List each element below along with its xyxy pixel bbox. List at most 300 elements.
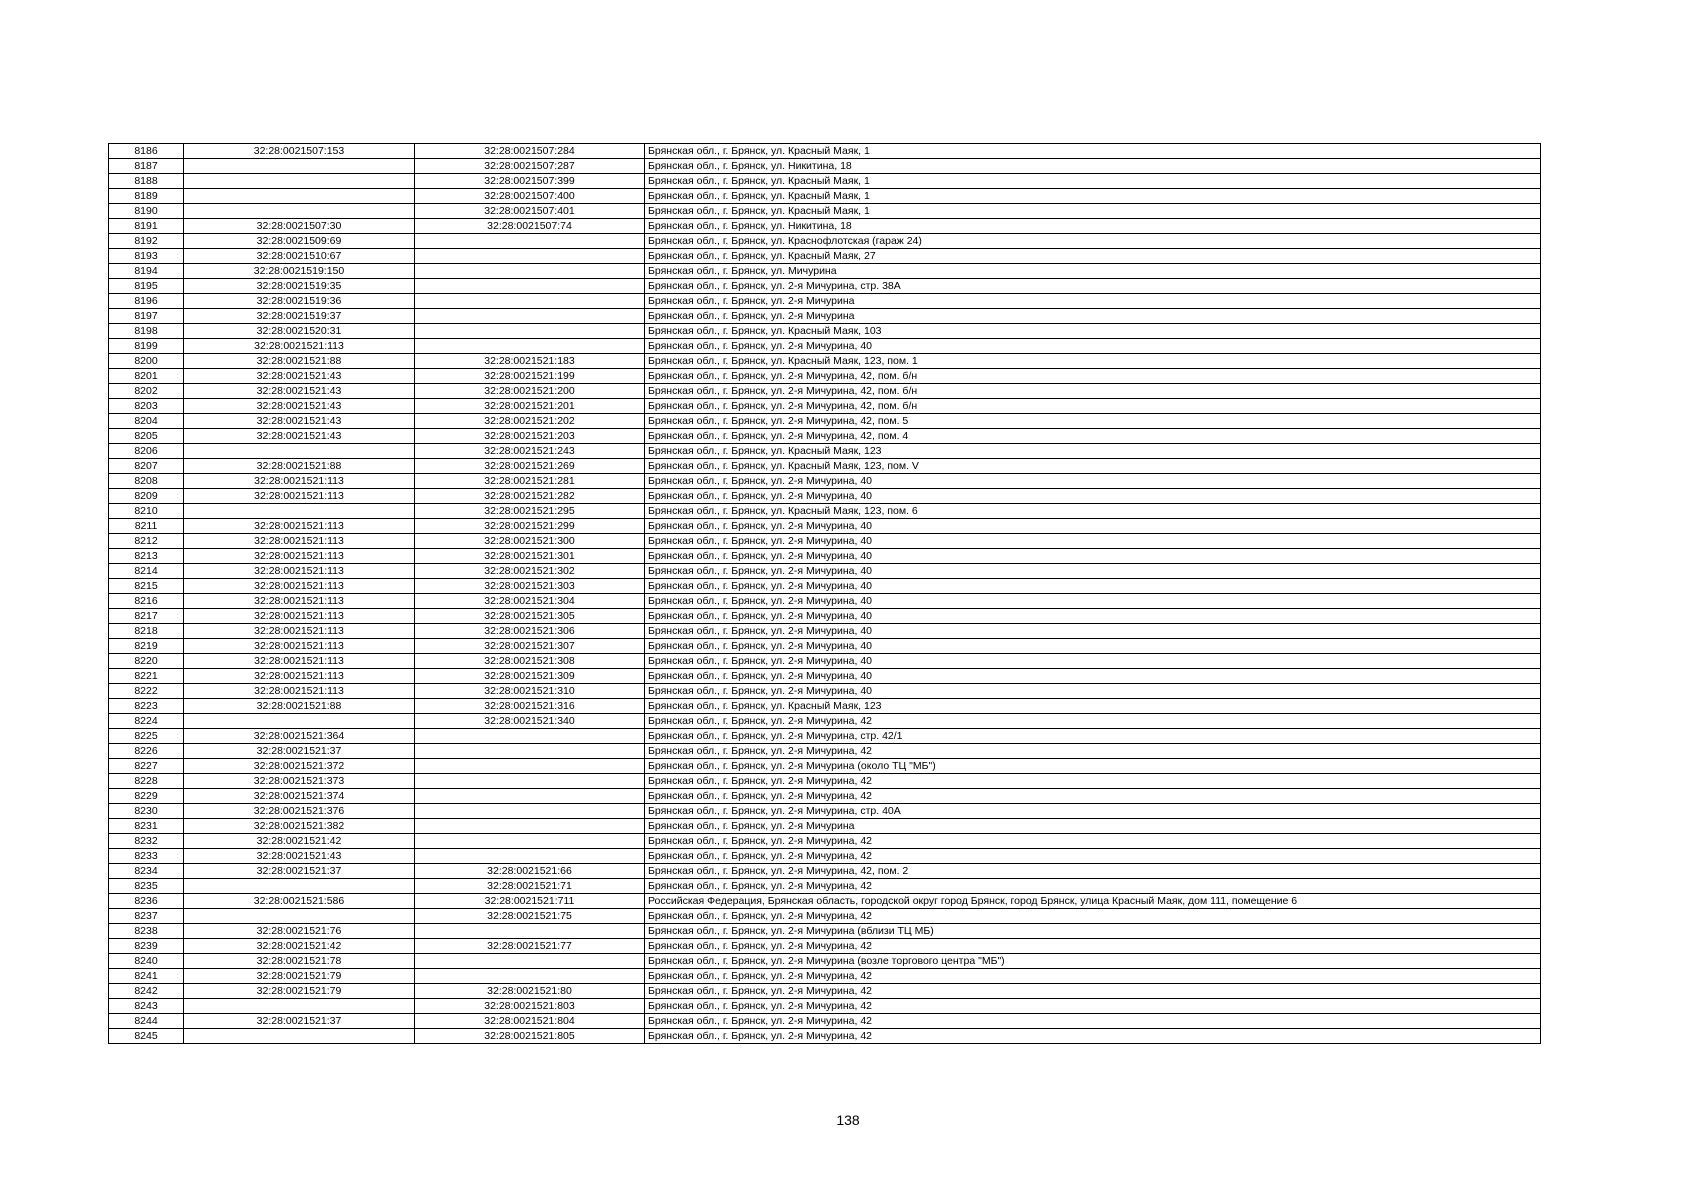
table-row — [109, 879, 1541, 894]
cadastral-number-cell: 32:28:0021521:37 — [184, 864, 415, 879]
cadastral-number-cell — [184, 1029, 415, 1044]
table-row — [109, 489, 1541, 504]
row-number-cell: 8194 — [109, 264, 184, 279]
address-cell: Брянская обл., г. Брянск, ул. 2-я Мичурина, 42 — [645, 999, 1541, 1014]
row-number-cell: 8196 — [109, 294, 184, 309]
row-number-cell: 8227 — [109, 759, 184, 774]
object-number-cell: 32:28:0021521:803 — [415, 999, 645, 1014]
object-number-cell: 32:28:0021521:303 — [415, 579, 645, 594]
cadastral-number-cell: 32:28:0021510:67 — [184, 249, 415, 264]
address-cell: Брянская обл., г. Брянск, ул. Мичурина — [645, 264, 1541, 279]
address-cell: Брянская обл., г. Брянск, ул. 2-я Мичурина, 42 — [645, 774, 1541, 789]
address-cell: Брянская обл., г. Брянск, ул. 2-я Мичурина, 42 — [645, 834, 1541, 849]
object-number-cell: 32:28:0021507:287 — [415, 159, 645, 174]
row-number-cell: 8239 — [109, 939, 184, 954]
table-row — [109, 774, 1541, 789]
row-number-cell: 8240 — [109, 954, 184, 969]
table-row — [109, 504, 1541, 519]
row-number-cell: 8190 — [109, 204, 184, 219]
address-cell: Брянская обл., г. Брянск, ул. 2-я Мичурина, 40 — [645, 684, 1541, 699]
cadastral-number-cell — [184, 174, 415, 189]
table-row — [109, 714, 1541, 729]
address-cell: Брянская обл., г. Брянск, ул. 2-я Мичурина — [645, 294, 1541, 309]
table-row — [109, 414, 1541, 429]
cadastral-number-cell: 32:28:0021521:88 — [184, 459, 415, 474]
row-number-cell: 8224 — [109, 714, 184, 729]
object-number-cell: 32:28:0021521:200 — [415, 384, 645, 399]
address-cell: Брянская обл., г. Брянск, ул. 2-я Мичурина — [645, 819, 1541, 834]
row-number-cell: 8193 — [109, 249, 184, 264]
table-row — [109, 204, 1541, 219]
table-row — [109, 909, 1541, 924]
cadastral-number-cell — [184, 714, 415, 729]
cadastral-number-cell: 32:28:0021521:113 — [184, 474, 415, 489]
address-cell: Брянская обл., г. Брянск, ул. 2-я Мичурина (вблизи ТЦ МБ) — [645, 924, 1541, 939]
cadastral-number-cell: 32:28:0021521:113 — [184, 489, 415, 504]
object-number-cell: 32:28:0021521:301 — [415, 549, 645, 564]
cadastral-number-cell: 32:28:0021521:376 — [184, 804, 415, 819]
cadastral-number-cell: 32:28:0021519:36 — [184, 294, 415, 309]
table-row — [109, 669, 1541, 684]
row-number-cell: 8203 — [109, 399, 184, 414]
row-number-cell: 8220 — [109, 654, 184, 669]
row-number-cell: 8186 — [109, 144, 184, 159]
address-cell: Брянская обл., г. Брянск, ул. 2-я Мичурина, 42, пом. б/н — [645, 369, 1541, 384]
row-number-cell: 8226 — [109, 744, 184, 759]
object-number-cell: 32:28:0021521:77 — [415, 939, 645, 954]
cadastral-number-cell: 32:28:0021521:43 — [184, 849, 415, 864]
object-number-cell: 32:28:0021521:202 — [415, 414, 645, 429]
address-cell: Брянская обл., г. Брянск, ул. 2-я Мичурина, 42 — [645, 939, 1541, 954]
row-number-cell: 8237 — [109, 909, 184, 924]
table-row — [109, 1029, 1541, 1044]
table-row — [109, 309, 1541, 324]
cadastral-number-cell: 32:28:0021521:76 — [184, 924, 415, 939]
cadastral-number-cell: 32:28:0021521:364 — [184, 729, 415, 744]
table-row — [109, 999, 1541, 1014]
cadastral-number-cell — [184, 504, 415, 519]
table-row — [109, 744, 1541, 759]
row-number-cell: 8215 — [109, 579, 184, 594]
cadastral-number-cell: 32:28:0021521:113 — [184, 654, 415, 669]
table-row — [109, 279, 1541, 294]
row-number-cell: 8197 — [109, 309, 184, 324]
address-cell: Брянская обл., г. Брянск, ул. Красный Маяк, 1 — [645, 144, 1541, 159]
cadastral-number-cell: 32:28:0021521:79 — [184, 969, 415, 984]
address-cell: Брянская обл., г. Брянск, ул. 2-я Мичурина, 42 — [645, 744, 1541, 759]
object-number-cell: 32:28:0021521:281 — [415, 474, 645, 489]
cadastral-number-cell: 32:28:0021521:113 — [184, 564, 415, 579]
table-row — [109, 639, 1541, 654]
table-row — [109, 549, 1541, 564]
table-row — [109, 594, 1541, 609]
table-row — [109, 429, 1541, 444]
row-number-cell: 8236 — [109, 894, 184, 909]
table-row — [109, 609, 1541, 624]
cadastral-number-cell: 32:28:0021521:113 — [184, 519, 415, 534]
object-number-cell — [415, 234, 645, 249]
row-number-cell: 8219 — [109, 639, 184, 654]
table-row — [109, 849, 1541, 864]
address-cell: Брянская обл., г. Брянск, ул. 2-я Мичурина, 40 — [645, 549, 1541, 564]
address-cell: Брянская обл., г. Брянск, ул. 2-я Мичурина, 40 — [645, 564, 1541, 579]
object-number-cell: 32:28:0021507:284 — [415, 144, 645, 159]
object-number-cell: 32:28:0021521:805 — [415, 1029, 645, 1044]
cadastral-number-cell: 32:28:0021521:79 — [184, 984, 415, 999]
object-number-cell: 32:28:0021521:299 — [415, 519, 645, 534]
address-cell: Брянская обл., г. Брянск, ул. Красный Маяк, 1 — [645, 189, 1541, 204]
object-number-cell — [415, 744, 645, 759]
row-number-cell: 8202 — [109, 384, 184, 399]
object-number-cell: 32:28:0021521:300 — [415, 534, 645, 549]
cadastral-number-cell: 32:28:0021521:113 — [184, 684, 415, 699]
row-number-cell: 8195 — [109, 279, 184, 294]
cadastral-number-cell: 32:28:0021521:382 — [184, 819, 415, 834]
row-number-cell: 8229 — [109, 789, 184, 804]
address-cell: Брянская обл., г. Брянск, ул. 2-я Мичурина, 42, пом. б/н — [645, 384, 1541, 399]
row-number-cell: 8210 — [109, 504, 184, 519]
row-number-cell: 8208 — [109, 474, 184, 489]
table-row — [109, 834, 1541, 849]
object-number-cell — [415, 969, 645, 984]
row-number-cell: 8198 — [109, 324, 184, 339]
address-cell: Брянская обл., г. Брянск, ул. 2-я Мичурина, 40 — [645, 474, 1541, 489]
table-row — [109, 864, 1541, 879]
cadastral-number-cell: 32:28:0021521:88 — [184, 354, 415, 369]
table-row — [109, 249, 1541, 264]
row-number-cell: 8232 — [109, 834, 184, 849]
table-row — [109, 474, 1541, 489]
row-number-cell: 8211 — [109, 519, 184, 534]
object-number-cell — [415, 819, 645, 834]
address-cell: Брянская обл., г. Брянск, ул. Красный Маяк, 123, пом. 1 — [645, 354, 1541, 369]
row-number-cell: 8217 — [109, 609, 184, 624]
address-cell: Брянская обл., г. Брянск, ул. Красный Маяк, 123, пом. 6 — [645, 504, 1541, 519]
address-cell: Брянская обл., г. Брянск, ул. Никитина, 18 — [645, 159, 1541, 174]
table-row — [109, 519, 1541, 534]
row-number-cell: 8199 — [109, 339, 184, 354]
table-row — [109, 399, 1541, 414]
cadastral-number-cell: 32:28:0021520:31 — [184, 324, 415, 339]
table-row — [109, 144, 1541, 159]
records-table — [108, 143, 1541, 1044]
address-cell: Брянская обл., г. Брянск, ул. 2-я Мичурина, 42, пом. б/н — [645, 399, 1541, 414]
row-number-cell: 8206 — [109, 444, 184, 459]
object-number-cell: 32:28:0021521:295 — [415, 504, 645, 519]
cadastral-number-cell: 32:28:0021521:43 — [184, 414, 415, 429]
row-number-cell: 8209 — [109, 489, 184, 504]
table-row — [109, 459, 1541, 474]
cadastral-number-cell: 32:28:0021521:586 — [184, 894, 415, 909]
row-number-cell: 8238 — [109, 924, 184, 939]
table-row — [109, 819, 1541, 834]
cadastral-number-cell: 32:28:0021521:113 — [184, 339, 415, 354]
address-cell: Брянская обл., г. Брянск, ул. 2-я Мичурина, 42 — [645, 789, 1541, 804]
row-number-cell: 8216 — [109, 594, 184, 609]
row-number-cell: 8221 — [109, 669, 184, 684]
object-number-cell: 32:28:0021521:305 — [415, 609, 645, 624]
address-cell: Брянская обл., г. Брянск, ул. 2-я Мичурина, 42 — [645, 1014, 1541, 1029]
cadastral-number-cell: 32:28:0021521:43 — [184, 384, 415, 399]
address-cell: Брянская обл., г. Брянск, ул. 2-я Мичурина, 42 — [645, 849, 1541, 864]
object-number-cell: 32:28:0021521:804 — [415, 1014, 645, 1029]
object-number-cell — [415, 294, 645, 309]
row-number-cell: 8191 — [109, 219, 184, 234]
row-number-cell: 8201 — [109, 369, 184, 384]
address-cell: Брянская обл., г. Брянск, ул. Красный Маяк, 27 — [645, 249, 1541, 264]
table-row — [109, 654, 1541, 669]
object-number-cell: 32:28:0021521:304 — [415, 594, 645, 609]
row-number-cell: 8235 — [109, 879, 184, 894]
cadastral-number-cell — [184, 879, 415, 894]
object-number-cell: 32:28:0021507:400 — [415, 189, 645, 204]
object-number-cell — [415, 834, 645, 849]
address-cell: Брянская обл., г. Брянск, ул. 2-я Мичурина (около ТЦ "МБ") — [645, 759, 1541, 774]
table-row — [109, 189, 1541, 204]
address-cell: Брянская обл., г. Брянск, ул. 2-я Мичурина, 42 — [645, 1029, 1541, 1044]
object-number-cell: 32:28:0021507:399 — [415, 174, 645, 189]
table-row — [109, 564, 1541, 579]
table-row — [109, 234, 1541, 249]
address-cell: Брянская обл., г. Брянск, ул. 2-я Мичурина, 42, пом. 4 — [645, 429, 1541, 444]
cadastral-number-cell: 32:28:0021521:113 — [184, 549, 415, 564]
cadastral-number-cell: 32:28:0021521:43 — [184, 429, 415, 444]
address-cell: Российская Федерация, Брянская область, городской округ город Брянск, город Брянск, улица Красный Маяк, дом 111, помещение 6 — [645, 894, 1541, 909]
object-number-cell: 32:28:0021521:199 — [415, 369, 645, 384]
cadastral-number-cell: 32:28:0021521:88 — [184, 699, 415, 714]
object-number-cell — [415, 264, 645, 279]
address-cell: Брянская обл., г. Брянск, ул. 2-я Мичурина, стр. 42/1 — [645, 729, 1541, 744]
address-cell: Брянская обл., г. Брянск, ул. 2-я Мичурина, 42, пом. 2 — [645, 864, 1541, 879]
address-cell: Брянская обл., г. Брянск, ул. 2-я Мичурина, 40 — [645, 519, 1541, 534]
row-number-cell: 8241 — [109, 969, 184, 984]
address-cell: Брянская обл., г. Брянск, ул. Красный Маяк, 123 — [645, 444, 1541, 459]
table-row — [109, 219, 1541, 234]
cadastral-number-cell: 32:28:0021509:69 — [184, 234, 415, 249]
page-number: 138 — [836, 1112, 860, 1128]
row-number-cell: 8212 — [109, 534, 184, 549]
address-cell: Брянская обл., г. Брянск, ул. 2-я Мичурина, 42 — [645, 909, 1541, 924]
object-number-cell: 32:28:0021521:307 — [415, 639, 645, 654]
row-number-cell: 8228 — [109, 774, 184, 789]
cadastral-number-cell: 32:28:0021521:113 — [184, 669, 415, 684]
address-cell: Брянская обл., г. Брянск, ул. 2-я Мичурина, 40 — [645, 594, 1541, 609]
table-row — [109, 384, 1541, 399]
table-row — [109, 294, 1541, 309]
table-row — [109, 174, 1541, 189]
row-number-cell: 8213 — [109, 549, 184, 564]
row-number-cell: 8222 — [109, 684, 184, 699]
object-number-cell: 32:28:0021521:306 — [415, 624, 645, 639]
object-number-cell: 32:28:0021521:309 — [415, 669, 645, 684]
cadastral-number-cell — [184, 204, 415, 219]
table-row — [109, 924, 1541, 939]
address-cell: Брянская обл., г. Брянск, ул. Красный Маяк, 1 — [645, 204, 1541, 219]
object-number-cell: 32:28:0021521:183 — [415, 354, 645, 369]
row-number-cell: 8230 — [109, 804, 184, 819]
cadastral-number-cell: 32:28:0021521:113 — [184, 579, 415, 594]
cadastral-number-cell — [184, 159, 415, 174]
row-number-cell: 8200 — [109, 354, 184, 369]
address-cell: Брянская обл., г. Брянск, ул. 2-я Мичурина (возле торгового центра "МБ") — [645, 954, 1541, 969]
object-number-cell: 32:28:0021507:401 — [415, 204, 645, 219]
cadastral-number-cell: 32:28:0021521:42 — [184, 939, 415, 954]
cadastral-number-cell: 32:28:0021507:153 — [184, 144, 415, 159]
cadastral-number-cell: 32:28:0021521:43 — [184, 399, 415, 414]
object-number-cell — [415, 759, 645, 774]
address-cell: Брянская обл., г. Брянск, ул. 2-я Мичурина, 40 — [645, 624, 1541, 639]
address-cell: Брянская обл., г. Брянск, ул. 2-я Мичурина — [645, 309, 1541, 324]
address-cell: Брянская обл., г. Брянск, ул. 2-я Мичурина, 42 — [645, 879, 1541, 894]
table-row — [109, 159, 1541, 174]
table-row — [109, 804, 1541, 819]
table-row — [109, 534, 1541, 549]
cadastral-number-cell: 32:28:0021521:37 — [184, 744, 415, 759]
row-number-cell: 8242 — [109, 984, 184, 999]
cadastral-number-cell — [184, 999, 415, 1014]
cadastral-number-cell: 32:28:0021521:373 — [184, 774, 415, 789]
row-number-cell: 8234 — [109, 864, 184, 879]
object-number-cell — [415, 924, 645, 939]
row-number-cell: 8231 — [109, 819, 184, 834]
table-row — [109, 984, 1541, 999]
table-row — [109, 939, 1541, 954]
cadastral-number-cell: 32:28:0021519:35 — [184, 279, 415, 294]
cadastral-number-cell: 32:28:0021521:113 — [184, 609, 415, 624]
address-cell: Брянская обл., г. Брянск, ул. 2-я Мичурина, стр. 40А — [645, 804, 1541, 819]
cadastral-number-cell: 32:28:0021521:113 — [184, 624, 415, 639]
table-row — [109, 699, 1541, 714]
cadastral-number-cell: 32:28:0021519:150 — [184, 264, 415, 279]
table-row — [109, 954, 1541, 969]
table-row — [109, 789, 1541, 804]
row-number-cell: 8204 — [109, 414, 184, 429]
address-cell: Брянская обл., г. Брянск, ул. 2-я Мичурина, 40 — [645, 579, 1541, 594]
address-cell: Брянская обл., г. Брянск, ул. 2-я Мичурина, 42 — [645, 984, 1541, 999]
object-number-cell — [415, 954, 645, 969]
cadastral-number-cell — [184, 909, 415, 924]
object-number-cell: 32:28:0021521:75 — [415, 909, 645, 924]
table-row — [109, 969, 1541, 984]
row-number-cell: 8189 — [109, 189, 184, 204]
address-cell: Брянская обл., г. Брянск, ул. 2-я Мичурина, 40 — [645, 609, 1541, 624]
object-number-cell: 32:28:0021507:74 — [415, 219, 645, 234]
cadastral-number-cell: 32:28:0021521:113 — [184, 534, 415, 549]
object-number-cell — [415, 309, 645, 324]
row-number-cell: 8218 — [109, 624, 184, 639]
cadastral-number-cell: 32:28:0021519:37 — [184, 309, 415, 324]
table-row — [109, 624, 1541, 639]
object-number-cell: 32:28:0021521:316 — [415, 699, 645, 714]
row-number-cell: 8207 — [109, 459, 184, 474]
table-row — [109, 339, 1541, 354]
object-number-cell — [415, 339, 645, 354]
address-cell: Брянская обл., г. Брянск, ул. 2-я Мичурина, 40 — [645, 654, 1541, 669]
object-number-cell — [415, 849, 645, 864]
object-number-cell: 32:28:0021521:711 — [415, 894, 645, 909]
cadastral-number-cell: 32:28:0021521:78 — [184, 954, 415, 969]
row-number-cell: 8244 — [109, 1014, 184, 1029]
address-cell: Брянская обл., г. Брянск, ул. 2-я Мичурина, 42, пом. 5 — [645, 414, 1541, 429]
cadastral-number-cell: 32:28:0021521:43 — [184, 369, 415, 384]
cadastral-number-cell: 32:28:0021521:372 — [184, 759, 415, 774]
object-number-cell: 32:28:0021521:340 — [415, 714, 645, 729]
row-number-cell: 8225 — [109, 729, 184, 744]
cadastral-number-cell: 32:28:0021507:30 — [184, 219, 415, 234]
cadastral-number-cell: 32:28:0021521:37 — [184, 1014, 415, 1029]
address-cell: Брянская обл., г. Брянск, ул. Краснофлотская (гараж 24) — [645, 234, 1541, 249]
table-body — [109, 144, 1541, 1044]
object-number-cell: 32:28:0021521:310 — [415, 684, 645, 699]
cadastral-number-cell — [184, 189, 415, 204]
object-number-cell — [415, 729, 645, 744]
table-row — [109, 324, 1541, 339]
table-row — [109, 1014, 1541, 1029]
object-number-cell: 32:28:0021521:203 — [415, 429, 645, 444]
address-cell: Брянская обл., г. Брянск, ул. 2-я Мичурина, 42 — [645, 969, 1541, 984]
row-number-cell: 8192 — [109, 234, 184, 249]
object-number-cell: 32:28:0021521:66 — [415, 864, 645, 879]
table-row — [109, 684, 1541, 699]
object-number-cell: 32:28:0021521:282 — [415, 489, 645, 504]
table-row — [109, 894, 1541, 909]
object-number-cell: 32:28:0021521:269 — [415, 459, 645, 474]
object-number-cell: 32:28:0021521:80 — [415, 984, 645, 999]
table-row — [109, 369, 1541, 384]
address-cell: Брянская обл., г. Брянск, ул. 2-я Мичурина, 40 — [645, 339, 1541, 354]
cadastral-number-cell: 32:28:0021521:113 — [184, 594, 415, 609]
object-number-cell: 32:28:0021521:71 — [415, 879, 645, 894]
address-cell: Брянская обл., г. Брянск, ул. Никитина, 18 — [645, 219, 1541, 234]
row-number-cell: 8243 — [109, 999, 184, 1014]
object-number-cell: 32:28:0021521:308 — [415, 654, 645, 669]
table-row — [109, 354, 1541, 369]
table-row — [109, 759, 1541, 774]
row-number-cell: 8205 — [109, 429, 184, 444]
cadastral-number-cell: 32:28:0021521:113 — [184, 639, 415, 654]
object-number-cell — [415, 774, 645, 789]
address-cell: Брянская обл., г. Брянск, ул. Красный Маяк, 123, пом. V — [645, 459, 1541, 474]
row-number-cell: 8233 — [109, 849, 184, 864]
address-cell: Брянская обл., г. Брянск, ул. 2-я Мичурина, 40 — [645, 489, 1541, 504]
row-number-cell: 8214 — [109, 564, 184, 579]
row-number-cell: 8188 — [109, 174, 184, 189]
cadastral-number-cell: 32:28:0021521:42 — [184, 834, 415, 849]
row-number-cell: 8223 — [109, 699, 184, 714]
object-number-cell: 32:28:0021521:243 — [415, 444, 645, 459]
object-number-cell: 32:28:0021521:201 — [415, 399, 645, 414]
object-number-cell — [415, 324, 645, 339]
object-number-cell: 32:28:0021521:302 — [415, 564, 645, 579]
table-row — [109, 444, 1541, 459]
address-cell: Брянская обл., г. Брянск, ул. 2-я Мичурина, 40 — [645, 639, 1541, 654]
row-number-cell: 8245 — [109, 1029, 184, 1044]
table-row — [109, 579, 1541, 594]
object-number-cell — [415, 279, 645, 294]
object-number-cell — [415, 249, 645, 264]
cadastral-number-cell — [184, 444, 415, 459]
address-cell: Брянская обл., г. Брянск, ул. Красный Маяк, 103 — [645, 324, 1541, 339]
address-cell: Брянская обл., г. Брянск, ул. 2-я Мичурина, 40 — [645, 534, 1541, 549]
address-cell: Брянская обл., г. Брянск, ул. Красный Маяк, 1 — [645, 174, 1541, 189]
table-row — [109, 264, 1541, 279]
object-number-cell — [415, 804, 645, 819]
address-cell: Брянская обл., г. Брянск, ул. 2-я Мичурина, стр. 38А — [645, 279, 1541, 294]
object-number-cell — [415, 789, 645, 804]
row-number-cell: 8187 — [109, 159, 184, 174]
table-row — [109, 729, 1541, 744]
address-cell: Брянская обл., г. Брянск, ул. 2-я Мичурина, 40 — [645, 669, 1541, 684]
